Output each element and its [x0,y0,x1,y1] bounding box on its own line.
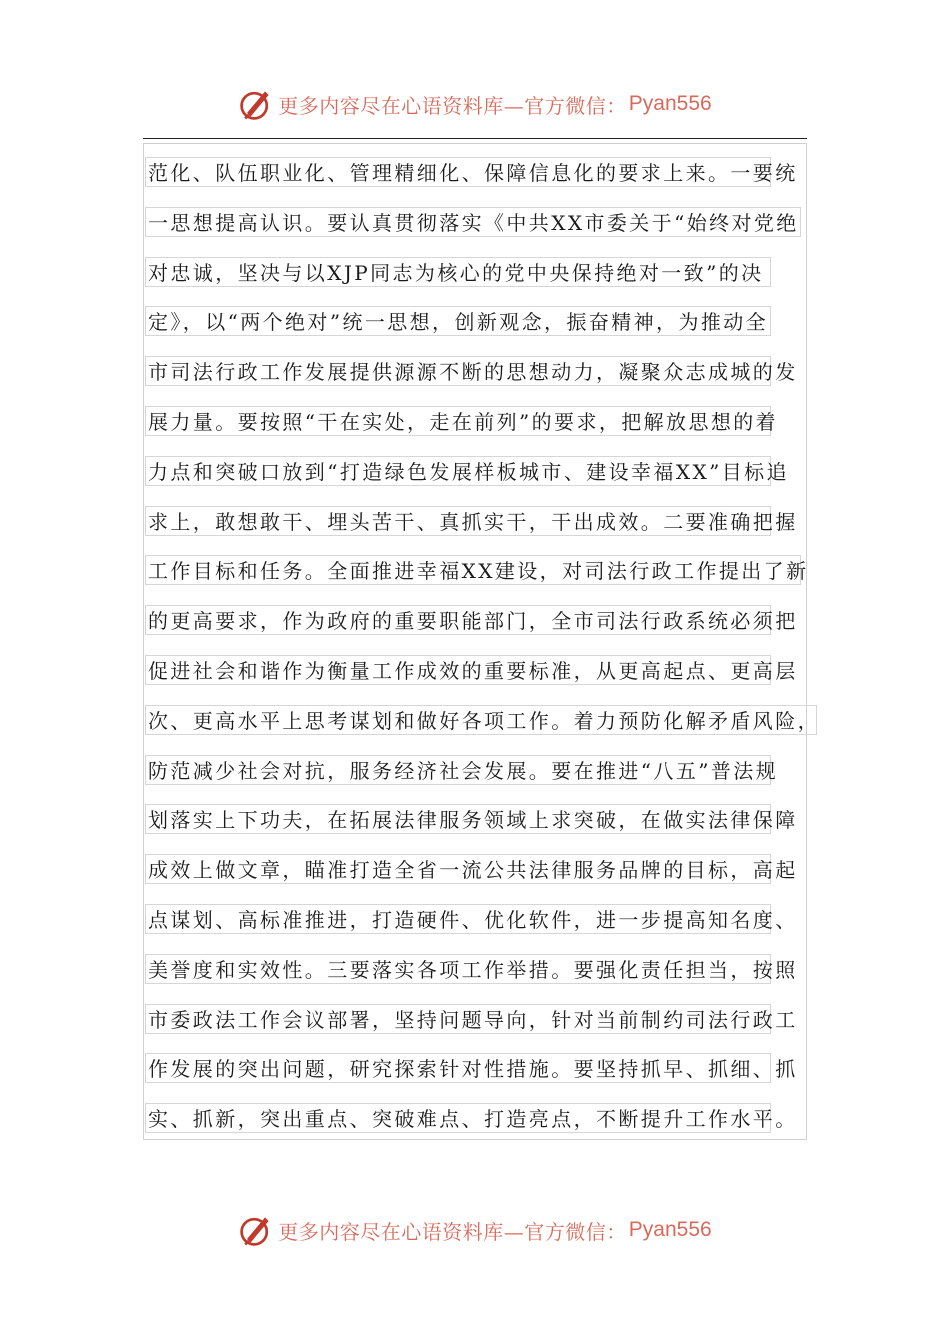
watermark-text: 更多内容尽在心语资料库—官方微信： [278,1219,627,1244]
text-line: 市司法行政工作发展提供源源不断的思想动力，凝聚众志成城的发 [145,349,817,399]
text-line: 的更高要求，作为政府的重要职能部门，全市司法行政系统必须把 [145,598,817,648]
text-line: 成效上做文章，瞄准打造全省一流公共法律服务品牌的目标，高起 [145,847,817,897]
text-line: 作发展的突出问题，研究探索针对性措施。要坚持抓早、抓细、抓 [145,1046,817,1096]
text-line: 一思想提高认识。要认真贯彻落实《中共XX市委关于“始终对党绝 [145,200,817,250]
text-line: 展力量。要按照“干在实处，走在前列”的要求，把解放思想的着 [145,399,817,449]
watermark-banner-bottom [0,1208,950,1252]
text-line: 实、抓新，突出重点、突破难点、打造亮点，不断提升工作水平。 [145,1096,817,1146]
pen-nib-logo-icon [238,1212,274,1248]
text-line: 市委政法工作会议部署，坚持问题导向，针对当前制约司法行政工 [145,997,817,1047]
header-rule [143,138,807,139]
text-line: 力点和突破口放到“打造绿色发展样板城市、建设幸福XX”目标追 [145,449,817,499]
text-line: 划落实上下功夫，在拓展法律服务领域上求突破，在做实法律保障 [145,797,817,847]
text-line: 工作目标和任务。全面推进幸福XX建设，对司法行政工作提出了新 [145,548,817,598]
pen-nib-logo-icon [238,86,274,122]
text-line: 美誉度和实效性。三要落实各项工作举措。要强化责任担当，按照 [145,947,817,997]
text-line: 促进社会和谐作为衡量工作成效的重要标准，从更高起点、更高层 [145,648,817,698]
watermark-text: 更多内容尽在心语资料库—官方微信： [278,93,627,118]
body-text [145,150,820,1146]
text-line: 对忠诚，坚决与以XJP同志为核心的党中央保持绝对一致”的决 [145,250,817,300]
text-line: 点谋划、高标准推进，打造硬件、优化软件，进一步提高知名度、 [145,897,817,947]
wechat-id: Pyan556 [628,92,712,115]
text-line: 范化、队伍职业化、管理精细化、保障信息化的要求上来。一要统 [145,150,817,200]
wechat-id: Pyan556 [628,1218,712,1241]
text-line: 次、更高水平上思考谋划和做好各项工作。着力预防化解矛盾风险， [145,698,817,748]
text-line: 定》，以“两个绝对”统一思想，创新观念，振奋精神，为推动全 [145,299,817,349]
text-line: 求上，敢想敢干、埋头苦干、真抓实干，干出成效。二要准确把握 [145,499,817,549]
watermark-banner-top [0,82,950,126]
text-line: 防范减少社会对抗，服务经济社会发展。要在推进“八五”普法规 [145,748,817,798]
